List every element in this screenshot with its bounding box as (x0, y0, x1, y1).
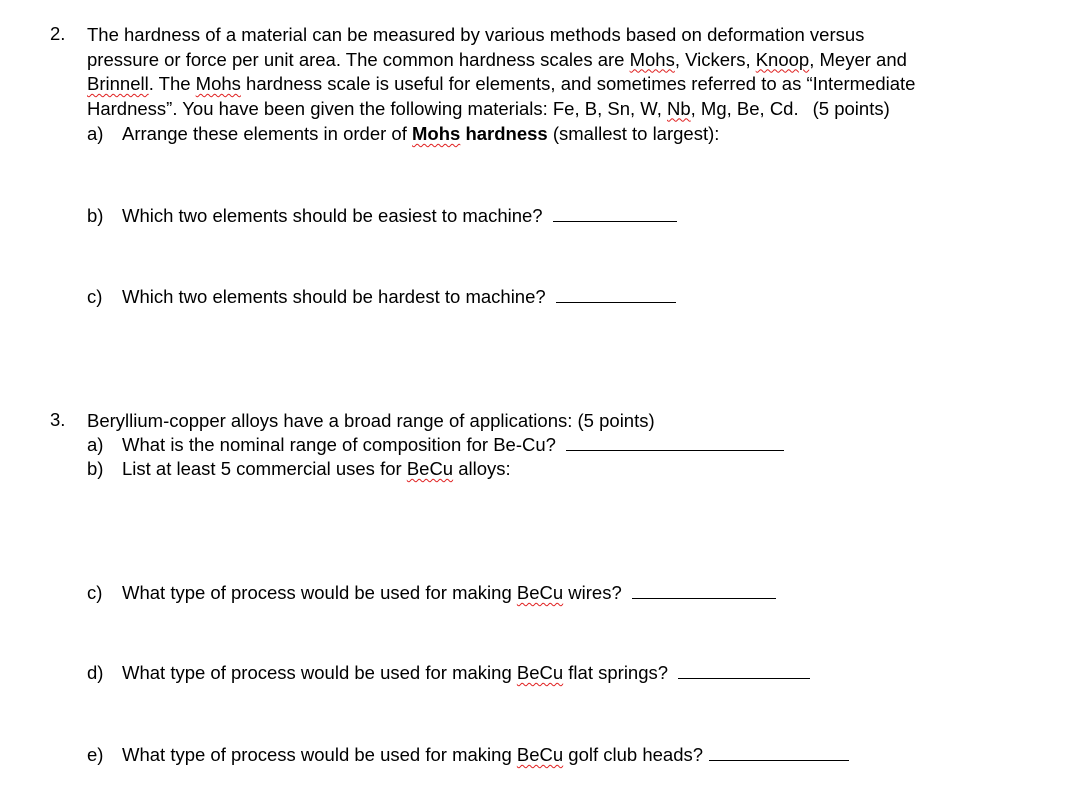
text-run: golf club heads? (563, 744, 704, 765)
text-line (87, 409, 1047, 434)
text-line (87, 48, 1047, 73)
misspelled-word: BeCu (406, 458, 454, 479)
text-run: hardness scale is useful for elements, and sometimes referred to as “Intermediate (240, 73, 916, 94)
text-run: Beryllium-copper alloys have a broad range of applications: (5 points) (87, 410, 655, 431)
subquestion-letter: a) (87, 123, 104, 144)
question-2b (87, 204, 677, 228)
text-run: , Vickers, (674, 48, 756, 70)
question-3a (87, 433, 784, 457)
text-run: Hardness”. You have been given the following materials: Fe, B, Sn, W, (87, 97, 667, 119)
misspelled-word: Knoop (755, 48, 810, 70)
answer-blank[interactable] (709, 746, 849, 761)
misspelled-word: Mohs (412, 123, 461, 144)
question-3c (87, 581, 776, 605)
subquestion-letter: c) (87, 582, 103, 603)
answer-blank[interactable] (678, 664, 810, 679)
question-3e (87, 743, 849, 767)
misspelled-word: Nb (667, 97, 691, 119)
question-number: 2. (50, 23, 66, 44)
text-line (87, 97, 1047, 122)
text-line (87, 23, 1047, 48)
subquestion-letter: b) (87, 458, 104, 479)
text-run: Which two elements should be easiest to machine? (122, 205, 543, 226)
answer-blank[interactable] (553, 207, 677, 222)
text-run: The hardness of a material can be measured by various methods based on deformation versus (87, 24, 865, 45)
subquestion-letter: d) (87, 662, 104, 683)
text-run: , Meyer and (809, 48, 907, 70)
misspelled-word: Mohs (629, 48, 675, 70)
subquestion-letter: e) (87, 744, 104, 765)
misspelled-word: Brinnell (87, 73, 149, 94)
answer-blank[interactable] (632, 584, 776, 599)
question-2-text (87, 23, 1047, 121)
text-run: hardness (460, 123, 548, 144)
text-run: , Mg, Be, Cd. (690, 97, 799, 119)
text-run: Which two elements should be hardest to machine? (122, 286, 546, 307)
text-run: List at least 5 commercial uses for (122, 458, 407, 479)
text-run: What type of process would be used for making (122, 582, 517, 603)
answer-blank[interactable] (556, 288, 676, 303)
question-3d (87, 661, 810, 685)
text-run: What type of process would be used for making (122, 744, 517, 765)
text-run: wires? (563, 582, 622, 603)
text-run: What type of process would be used for making (122, 662, 517, 683)
text-run: Arrange these elements in order of (122, 123, 412, 144)
subquestion-letter: a) (87, 434, 104, 455)
question-2a (87, 122, 719, 146)
text-run: (smallest to largest): (547, 123, 720, 144)
text-run: alloys: (453, 458, 511, 479)
question-number: 3. (50, 409, 66, 430)
text-run: flat springs? (563, 662, 669, 683)
question-2c (87, 285, 676, 309)
misspelled-word: BeCu (516, 582, 564, 603)
misspelled-word: Mohs (195, 73, 241, 94)
text-run: What is the nominal range of composition for Be-Cu? (122, 434, 556, 455)
question-3-text (87, 409, 1047, 434)
text-run: pressure or force per unit area. The common hardness scales are (87, 48, 630, 70)
misspelled-word: BeCu (516, 662, 564, 683)
text-line (87, 72, 1047, 97)
answer-blank[interactable] (566, 436, 784, 451)
question-3b (87, 457, 511, 481)
subquestion-letter: b) (87, 205, 104, 226)
points-label: (5 points) (812, 97, 890, 119)
subquestion-letter: c) (87, 286, 103, 307)
text-run: . The (148, 73, 196, 94)
misspelled-word: BeCu (516, 744, 564, 765)
